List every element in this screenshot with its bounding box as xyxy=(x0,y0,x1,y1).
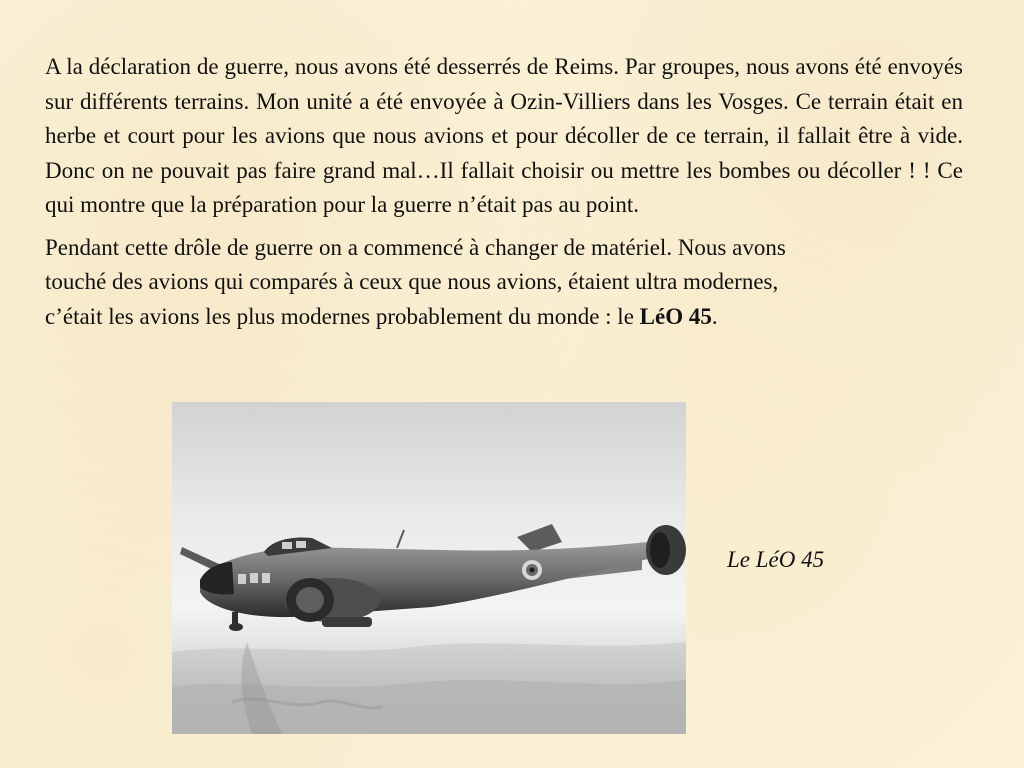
paragraph-line-end: . xyxy=(711,303,718,329)
paragraph-declaration: A la déclaration de guerre, nous avons été desserrés de Reims. Par groupes, nous avons été envoyés sur différents terrains. Mon unité a été envoyée à Ozin-Villiers dans les Vosges. Ce terrain était en herbe et court pour les avions que nous avions et pour décoller de ce terrain, il fallait être à vide. Donc on ne pouvait pas faire grand mal…Il fallait choisir ou mettre les bombes ou décoller ! ! Ce qui montre que la préparation pour la guerre n’était pas au point. xyxy=(45,54,963,217)
paragraph-line: Pendant cette drôle de guerre on a commencé à changer de matériel. Nous avons xyxy=(45,234,786,260)
paragraph-line: c’était les avions les plus modernes probablement du monde : le xyxy=(45,303,640,329)
aircraft-photo xyxy=(172,402,686,734)
photo-caption: Le LéO 45 xyxy=(727,547,825,572)
paragraph-drole-de-guerre xyxy=(45,231,963,335)
article-text xyxy=(45,50,963,334)
aircraft-name: LéO 45 xyxy=(639,303,712,329)
paragraph-line: touché des avions qui comparés à ceux que nous avions, étaient ultra modernes, xyxy=(45,269,779,294)
